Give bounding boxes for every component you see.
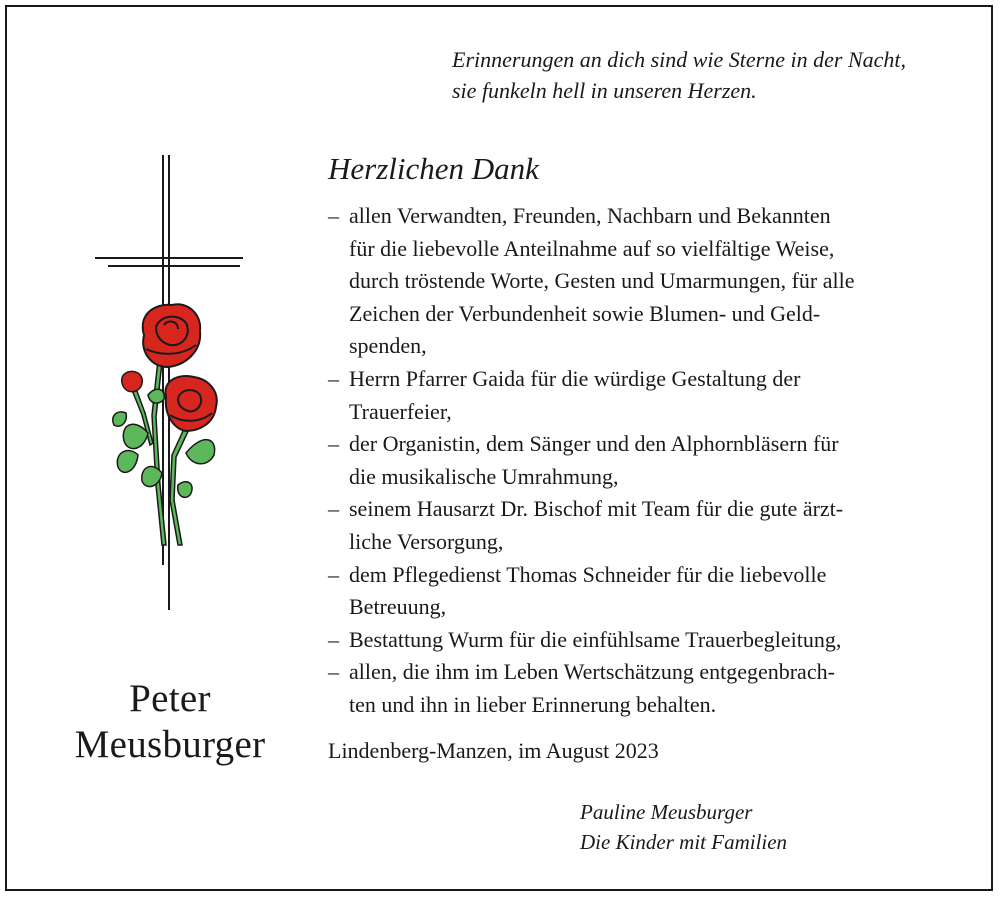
rose-icon [143, 304, 200, 367]
deceased-first-name: Peter [129, 677, 211, 720]
thanks-line: für die liebevolle Anteilnahme auf so vielfältige Weise, [349, 235, 835, 261]
thanks-line: Zeichen der Verbundenheit sowie Blumen- und Geld- [349, 300, 821, 326]
list-dash: – [328, 203, 339, 228]
thanks-item [328, 624, 968, 657]
thanks-item [328, 200, 968, 363]
rose-icon [165, 376, 216, 431]
place-date: Lindenberg-Manzen, im August 2023 [328, 738, 659, 763]
signers [580, 797, 787, 857]
list-dash: – [328, 659, 339, 685]
thanks-item [328, 559, 968, 624]
thanks-line: durch tröstende Worte, Gesten und Umarmungen, für alle [349, 268, 855, 294]
thanks-line: allen, die ihm im Leben Wertschätzung entgegenbrach- [349, 659, 835, 685]
thanks-heading: Herzlichen Dank [328, 151, 539, 186]
signer-line-1: Pauline Meusburger [580, 800, 753, 824]
list-dash: – [328, 431, 339, 457]
thanks-line: allen Verwandten, Freunden, Nachbarn und Bekannten [349, 203, 831, 228]
list-dash: – [328, 496, 339, 522]
thanks-item [328, 656, 968, 721]
thanks-line: Bestattung Wurm für die einfühlsame Trauerbegleitung, [349, 626, 842, 652]
thanks-item [328, 428, 968, 493]
thanks-line: seinem Hausarzt Dr. Bischof mit Team für die gute ärzt- [349, 496, 844, 522]
cross-with-roses-icon [90, 155, 250, 615]
thanks-line: dem Pflegedienst Thomas Schneider für die liebevolle [349, 561, 827, 587]
thanks-line: Betreuung, [349, 594, 447, 620]
thanks-item [328, 363, 968, 428]
thanks-line: ten und ihn in lieber Erinnerung behalten. [349, 691, 717, 717]
thanks-line: der Organistin, dem Sänger und den Alphornbläsern für [349, 431, 839, 457]
thanks-list [328, 200, 968, 722]
list-dash: – [328, 561, 339, 587]
thanks-line: Herrn Pfarrer Gaida für die würdige Gestaltung der [349, 365, 801, 391]
signer-line-2: Die Kinder mit Familien [580, 830, 788, 854]
motto [452, 44, 972, 106]
deceased-last-name: Meusburger [74, 723, 266, 766]
thanks-item [328, 493, 968, 558]
thanks-line: Trauerfeier, [349, 398, 452, 424]
list-dash: – [328, 626, 339, 652]
deceased-name [40, 676, 300, 768]
thanks-line: die musikalische Umrahmung, [349, 463, 619, 489]
thanks-line: spenden, [349, 333, 427, 359]
motto-line-1: Erinnerungen an dich sind wie Sterne in der Nacht, [452, 47, 906, 72]
thanks-line: liche Versorgung, [349, 528, 504, 554]
rose-bud-icon [122, 371, 143, 391]
list-dash: – [328, 365, 339, 391]
motto-line-2: sie funkeln hell in unseren Herzen. [452, 78, 757, 103]
